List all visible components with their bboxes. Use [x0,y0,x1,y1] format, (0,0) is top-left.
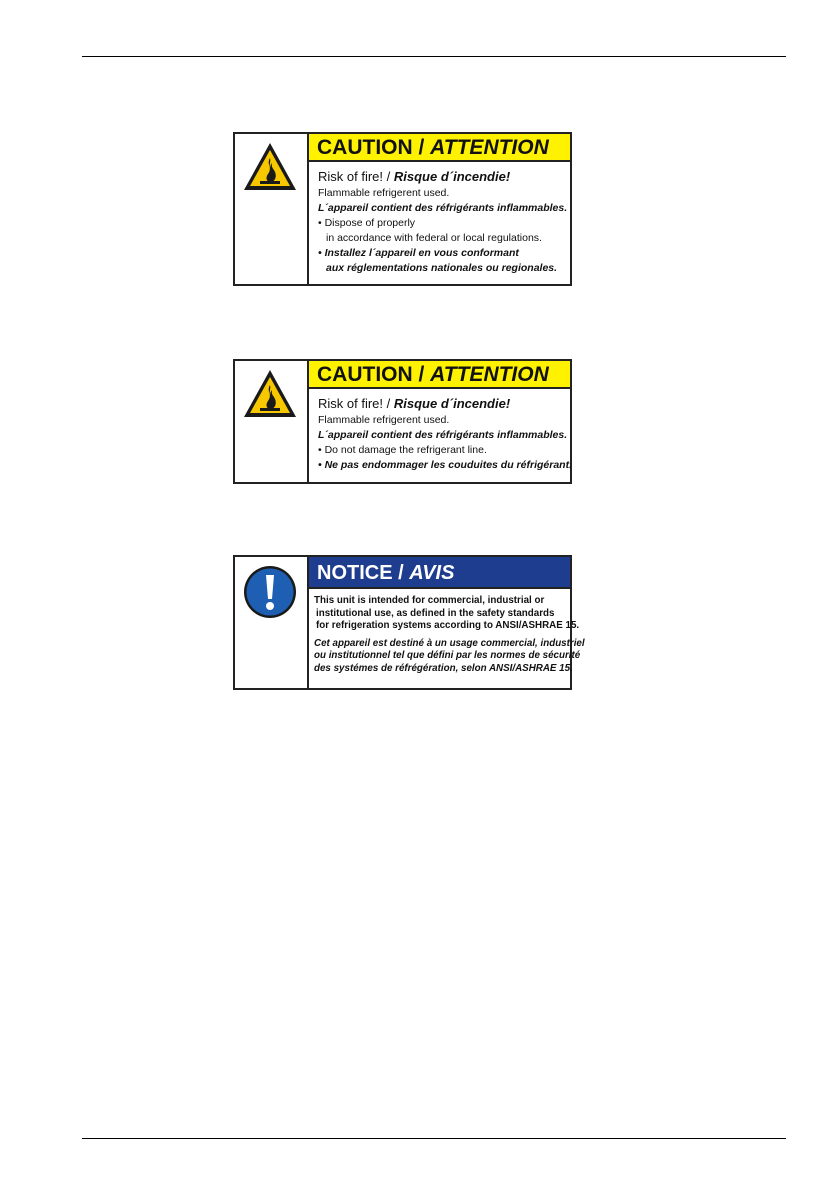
label-body [309,134,570,284]
caution-header [309,134,570,162]
risk-french: Risque d´incendie! [393,396,511,411]
flammable-warning-icon [242,141,298,193]
risk-line [318,168,570,185]
notice-header [309,557,570,589]
header-rule [82,56,786,57]
header-french: ATTENTION [430,136,549,159]
header-french: AVIS [409,562,455,584]
bullet-line: • Dispose of properly [318,217,416,229]
label-text [309,589,585,675]
french-paragraph [314,637,585,676]
text-line: Flammable refrigerent used. [318,187,450,199]
mandatory-notice-icon [242,564,298,620]
text-line-french: L´appareil contient des réfrigérants inflammables. [318,429,568,441]
text-line-french: Cet appareil est destiné à un usage commercial, industriel [314,637,585,649]
risk-english: Risk of fire! / [318,396,391,411]
footer-rule [82,1138,786,1139]
label-text [309,162,570,276]
label-body [309,361,570,482]
text-line-french: L´appareil contient des réfrigérants inflammables. [318,202,568,214]
header-english: CAUTION / [317,363,425,386]
caution-label-refrigerant-line [233,359,572,484]
label-icon-column [235,557,309,688]
risk-line [318,395,570,412]
label-icon-column [235,361,309,482]
bullet-line: • Do not damage the refrigerant line. [318,444,487,456]
header-english: NOTICE / [317,562,404,584]
english-paragraph [314,595,580,633]
notice-label [233,555,585,690]
risk-english: Risk of fire! / [318,169,391,184]
bullet-continuation: in accordance with federal or local regulations. [326,232,542,244]
text-line: This unit is intended for commercial, industrial or [314,595,545,606]
label-text [309,389,570,473]
label-body [309,557,585,688]
caution-label-disposal [233,132,572,286]
caution-header [309,361,570,389]
text-line: institutional use, as defined in the safety standards [316,607,555,619]
bullet-line-french: • Ne pas endommager les couduites du réfrigérant. [318,459,572,471]
header-english: CAUTION / [317,136,425,159]
bullet-continuation-french: aux réglementations nationales ou regionales. [326,262,558,274]
text-line-french: des systémes de réfrégération, selon ANSI/ASHRAE 15. [314,662,573,674]
header-french: ATTENTION [430,363,549,386]
bullet-line-french: • Installez l´appareil en vous conformant [318,247,519,259]
label-icon-column [235,134,309,284]
text-line-french: ou institutionnel tel que défini par les normes de sécurité [314,650,581,661]
risk-french: Risque d´incendie! [393,169,511,184]
text-line: Flammable refrigerent used. [318,414,450,426]
text-line: for refrigeration systems according to ANSI/ASHRAE 15. [316,620,580,631]
flammable-warning-icon [242,368,298,420]
